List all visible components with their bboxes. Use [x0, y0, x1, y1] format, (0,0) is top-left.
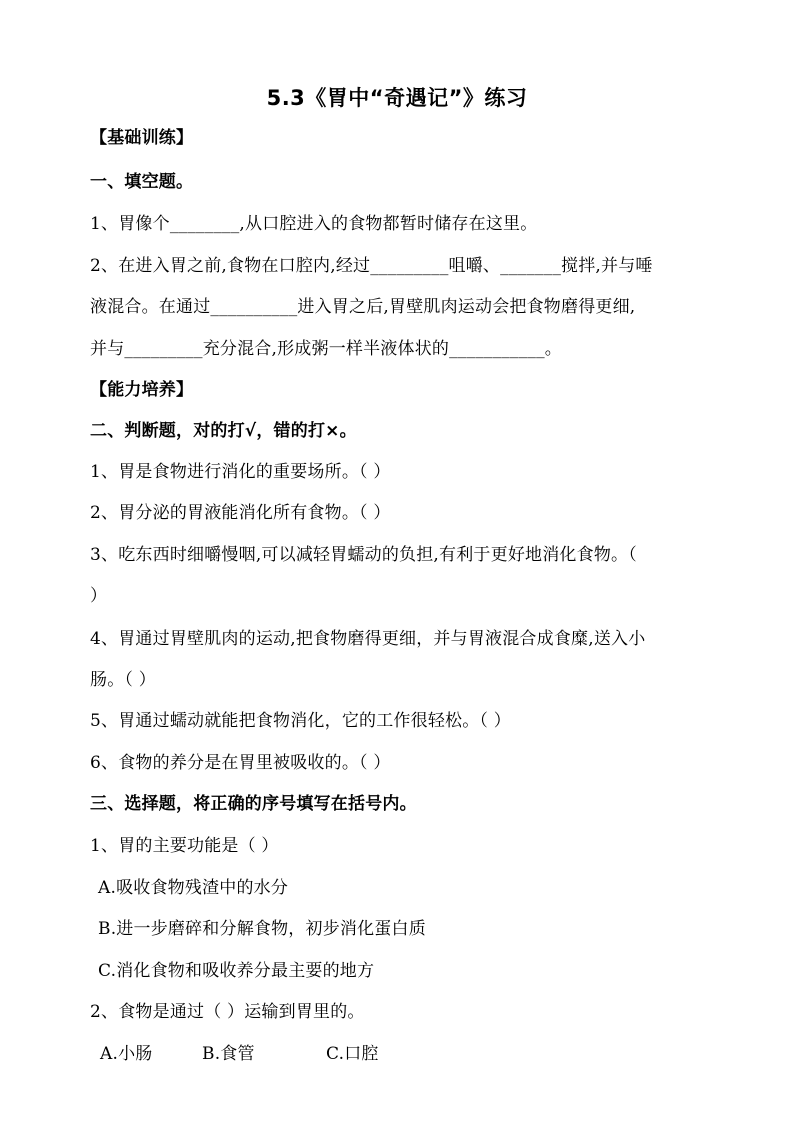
fill-question-2-line-3: 并与_________充分混合,形成粥一样半液体状的___________。 — [90, 339, 563, 359]
fill-question-2-line-2: 液混合。在通过__________进入胃之后,胃壁肌肉运动会把食物磨得更细, — [90, 297, 636, 317]
judge-question-1: 1、胃是食物进行消化的重要场所。（ ） — [90, 462, 391, 482]
judge-question-4-line-1: 4、胃通过胃壁肌肉的运动,把食物磨得更细，并与胃液混合成食糜,送入小 — [90, 629, 646, 649]
choice-question-1-stem: 1、胃的主要功能是（ ） — [90, 836, 279, 856]
part3-heading: 三、选择题，将正确的序号填写在括号内。 — [90, 794, 417, 814]
choice-question-1-option-c: C.消化食物和吸收养分最主要的地方 — [98, 961, 375, 981]
choice-question-2-stem: 2、食物是通过（ ）运输到胃里的。 — [90, 1002, 365, 1022]
judge-question-5: 5、胃通过蠕动就能把食物消化，它的工作很轻松。（ ） — [90, 711, 511, 731]
choice-question-2-option-c: C.口腔 — [326, 1044, 379, 1064]
section-ability-heading: 【能力培养】 — [90, 380, 194, 400]
section-basic-heading: 【基础训练】 — [90, 128, 194, 148]
choice-question-1-option-b: B.进一步磨碎和分解食物，初步消化蛋白质 — [98, 919, 426, 939]
judge-question-6: 6、食物的养分是在胃里被吸收的。（ ） — [90, 753, 391, 773]
judge-question-3-line-1: 3、吃东西时细嚼慢咽,可以减轻胃蠕动的负担,有利于更好地消化食物。（ — [90, 545, 637, 565]
choice-question-1-option-a: A.吸收食物残渣中的水分 — [98, 878, 289, 898]
choice-question-2-option-b: B.食管 — [202, 1044, 255, 1064]
part2-heading: 二、判断题，对的打√，错的打×。 — [90, 421, 357, 441]
judge-question-3-line-2: ） — [90, 586, 108, 606]
fill-question-1: 1、胃像个________,从口腔进入的食物都暂时储存在这里。 — [90, 214, 538, 234]
fill-question-2-line-1: 2、在进入胃之前,食物在口腔内,经过_________咀嚼、_______搅拌,并与唾 — [90, 256, 653, 276]
page-title: 5.3《胃中“奇遇记”》练习 — [266, 86, 528, 110]
judge-question-4-line-2: 肠。（ ） — [90, 670, 156, 690]
choice-question-2-options — [100, 1043, 379, 1065]
part1-heading: 一、填空题。 — [90, 172, 194, 192]
judge-question-2: 2、胃分泌的胃液能消化所有食物。（ ） — [90, 503, 391, 523]
choice-question-2-option-a: A.小肠 — [100, 1044, 153, 1064]
